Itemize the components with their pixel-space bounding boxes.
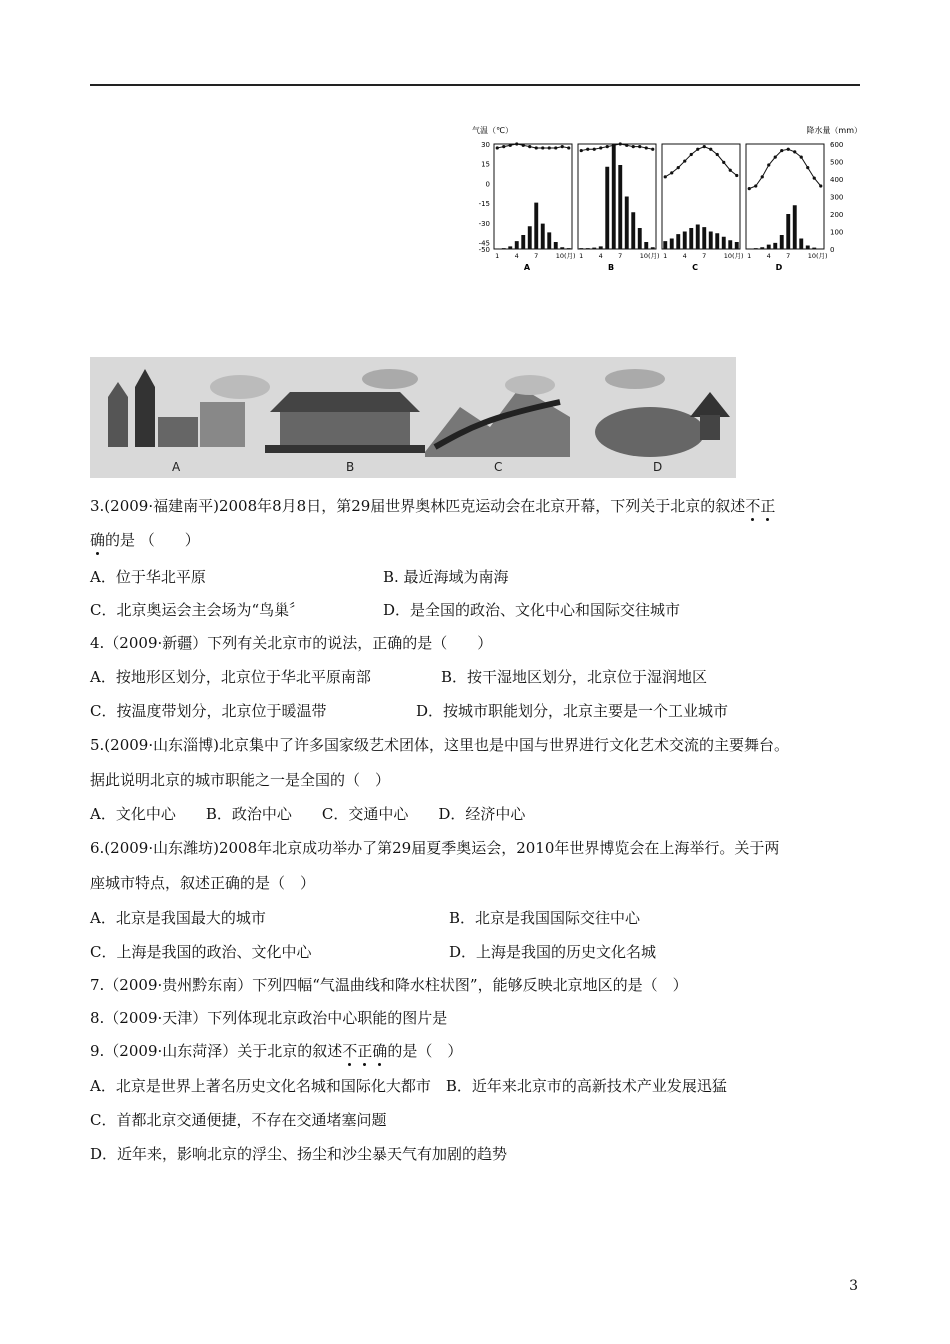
precip-bar xyxy=(508,246,512,249)
temp-point xyxy=(515,142,518,145)
temp-point xyxy=(541,146,544,149)
temp-point xyxy=(664,175,667,178)
precip-bar xyxy=(806,246,810,250)
y-left-tick: -45 xyxy=(478,239,490,248)
x-tick: 1 xyxy=(495,252,500,260)
temp-point xyxy=(625,144,628,147)
temp-point xyxy=(599,146,602,149)
temp-point xyxy=(748,187,751,190)
temp-point xyxy=(606,145,609,148)
precip-bar xyxy=(638,228,642,249)
precip-bar xyxy=(515,241,519,249)
temp-line xyxy=(497,144,569,148)
temp-point xyxy=(509,144,512,147)
precip-bar xyxy=(702,227,706,249)
y-right-tick: 300 xyxy=(830,193,844,202)
x-tick: 4 xyxy=(766,252,771,260)
temp-point xyxy=(793,150,796,153)
precip-bar xyxy=(612,144,616,249)
precip-bar xyxy=(502,248,506,249)
precip-bar xyxy=(728,240,732,249)
precip-bar xyxy=(722,237,726,249)
temp-point xyxy=(729,169,732,172)
precip-bar xyxy=(689,228,693,249)
q3-option-b: B. 最近海域为南海 xyxy=(383,568,509,586)
temp-point xyxy=(722,161,725,164)
y-right-tick: 0 xyxy=(830,246,835,254)
temp-point xyxy=(703,145,706,148)
temp-point xyxy=(502,145,505,148)
q4-stem: 4.（2009·新疆）下列有关北京市的说法，正确的是（ ） xyxy=(90,634,493,652)
temp-point xyxy=(632,145,635,148)
panel-label: D xyxy=(775,263,783,272)
precip-bar xyxy=(799,239,803,250)
temp-point xyxy=(780,149,783,152)
x-tick: 1 xyxy=(747,252,752,260)
climate-charts-figure xyxy=(472,122,862,274)
q5-options: A．文化中心 B．政治中心 C．交通中心 D．经济中心 xyxy=(90,805,526,823)
climate-panel-a xyxy=(494,142,576,272)
temp-point xyxy=(754,184,757,187)
precip-bar xyxy=(676,234,680,249)
precip-bar xyxy=(786,214,790,249)
x-tick: 7 xyxy=(534,252,539,260)
y-right-tick: 200 xyxy=(830,211,844,219)
precip-bar xyxy=(592,248,596,249)
q5-line1: 5.(2009·山东淄博)北京集中了许多国家级艺术团体，这里也是中国与世界进行文化艺术交流的主要舞台。 xyxy=(90,736,789,754)
y-left-tick: -30 xyxy=(478,219,490,228)
x-tick: 1 xyxy=(579,252,584,260)
panel-frame xyxy=(662,144,740,249)
climate-panel-b xyxy=(578,142,660,272)
x-tick: 7 xyxy=(618,252,623,260)
precip-bar xyxy=(715,233,719,249)
precip-bar xyxy=(625,197,629,250)
precip-bar xyxy=(780,235,784,249)
temp-point xyxy=(638,145,641,148)
y-left-tick: 30 xyxy=(481,141,490,149)
y-right-tick: 600 xyxy=(830,141,844,149)
precip-bar xyxy=(599,246,603,249)
precip-bar xyxy=(747,248,751,249)
temp-point xyxy=(548,146,551,149)
y-left-tick: 15 xyxy=(481,160,490,169)
header-rule xyxy=(90,84,860,86)
temp-point xyxy=(716,153,719,156)
precip-bar xyxy=(812,248,816,249)
q6-option-c: C．上海是我国的政治、文化中心 xyxy=(90,943,312,961)
precip-bar xyxy=(651,247,655,249)
q6-option-a: A．北京是我国最大的城市 xyxy=(90,909,266,927)
x-tick: 10(月) xyxy=(555,252,576,260)
q6-option-b: B．北京是我国国际交往中心 xyxy=(449,909,641,927)
climate-panel-c xyxy=(662,144,744,272)
temp-point xyxy=(586,148,589,151)
precip-bar xyxy=(767,245,771,249)
temp-point xyxy=(528,145,531,148)
temp-point xyxy=(735,174,738,177)
precip-bar xyxy=(560,247,564,249)
temp-point xyxy=(767,163,770,166)
climate-panels xyxy=(494,142,828,272)
precip-bar xyxy=(754,248,758,249)
temp-point xyxy=(645,146,648,149)
precip-bar xyxy=(683,232,687,250)
panel-label: B xyxy=(607,263,615,272)
y-left-label: 气温（℃） xyxy=(472,126,513,135)
precip-bar xyxy=(495,248,499,249)
q3-line1: 3.(2009·福建南平)2008年8月8日，第29届世界奥林匹克运动会在北京开幕，下列关于北京的叙述不正 xyxy=(90,497,776,515)
x-tick: 4 xyxy=(682,252,687,260)
temp-point xyxy=(761,175,764,178)
precip-bar xyxy=(554,242,558,249)
panel-label: C xyxy=(692,263,698,272)
precip-bar xyxy=(528,226,532,249)
precip-bar xyxy=(819,248,823,249)
x-tick: 10(月) xyxy=(807,252,828,260)
temp-line xyxy=(581,144,653,151)
temp-point xyxy=(619,142,622,145)
climate-panel-d xyxy=(746,144,828,272)
precip-bar xyxy=(696,225,700,250)
q3-option-a: A．位于华北平原 xyxy=(90,568,206,586)
q6-line1: 6.(2009·山东潍坊)2008年北京成功举办了第29届夏季奥运会，2010年世界博览会在上海举行。关于两 xyxy=(90,839,780,857)
temp-point xyxy=(690,153,693,156)
temp-point xyxy=(696,148,699,151)
temp-point xyxy=(651,148,654,151)
precip-bar xyxy=(670,239,674,250)
q4-option-b: B．按干湿地区划分，北京位于湿润地区 xyxy=(441,668,708,686)
q9-stem: 9.（2009·山东菏泽）关于北京的叙述不正确的是（ ） xyxy=(90,1042,463,1060)
precip-bar xyxy=(547,232,551,249)
temp-line xyxy=(665,147,737,177)
x-tick: 1 xyxy=(663,252,668,260)
temp-point xyxy=(554,146,557,149)
temp-point xyxy=(580,149,583,152)
y-left-tick: -50 xyxy=(478,246,490,254)
q4-option-d: D．按城市职能划分，北京主要是一个工业城市 xyxy=(416,702,729,720)
temp-point xyxy=(677,166,680,169)
precip-bar xyxy=(644,242,648,249)
x-tick: 10(月) xyxy=(723,252,744,260)
precip-bar xyxy=(793,205,797,249)
y-left-tick: -15 xyxy=(478,200,490,209)
temp-point xyxy=(496,146,499,149)
precip-bar xyxy=(567,248,571,249)
panel-label: A xyxy=(523,263,531,272)
temp-point xyxy=(561,145,564,148)
precip-bar xyxy=(541,224,545,249)
y-left-tick: 0 xyxy=(485,180,490,189)
precip-bar xyxy=(631,212,635,249)
precip-bar xyxy=(760,247,764,249)
precip-bar xyxy=(534,203,538,249)
temp-point xyxy=(522,144,525,147)
page-number: 3 xyxy=(849,1278,858,1294)
temp-point xyxy=(806,166,809,169)
panel-frame xyxy=(578,144,656,249)
x-tick: 7 xyxy=(702,252,707,260)
q9-option-c: C．首都北京交通便捷，不存在交通堵塞问题 xyxy=(90,1111,387,1129)
x-tick: 7 xyxy=(786,252,791,260)
temp-point xyxy=(787,148,790,151)
temp-point xyxy=(683,159,686,162)
scene-label-c: C xyxy=(494,460,503,474)
precip-bar xyxy=(735,242,739,249)
scene-label-d: D xyxy=(653,460,663,474)
q6-line2: 座城市特点，叙述正确的是（ ） xyxy=(90,874,316,892)
precip-bar xyxy=(709,232,713,250)
precip-bar xyxy=(579,248,583,249)
temp-point xyxy=(774,156,777,159)
y-right-tick: 400 xyxy=(830,176,844,184)
scene-label-a: A xyxy=(172,460,181,474)
q6-option-d: D．上海是我国的历史文化名城 xyxy=(449,943,657,961)
q4-option-c: C．按温度带划分，北京位于暖温带 xyxy=(90,702,327,720)
q9-option-d: D．近年来，影响北京的浮尘、扬尘和沙尘暴天气有加剧的趋势 xyxy=(90,1145,508,1163)
precip-bar xyxy=(521,235,525,249)
precip-bar xyxy=(618,165,622,249)
q3-line2: 确的是 （ ） xyxy=(90,531,200,549)
y-right-tick: 100 xyxy=(830,228,844,237)
x-tick: 4 xyxy=(598,252,603,260)
temp-point xyxy=(813,177,816,180)
temp-point xyxy=(567,146,570,149)
temp-line xyxy=(749,149,821,188)
y-right-tick: 500 xyxy=(830,158,844,167)
q7-stem: 7.（2009·贵州黔东南）下列四幅“气温曲线和降水柱状图”，能够反映北京地区的是（ ） xyxy=(90,976,688,994)
q3-option-c: C．北京奥运会主会场为“鸟巢〞 xyxy=(90,601,305,619)
temp-point xyxy=(670,171,673,174)
temp-point xyxy=(709,148,712,151)
q8-stem: 8.（2009·天津）下列体现北京政治中心职能的图片是 xyxy=(90,1009,448,1027)
precip-bar xyxy=(605,167,609,249)
y-right-label: 降水量（mm） xyxy=(806,126,862,135)
q9-option-ab: A．北京是世界上著名历史文化名城和国际化大都市 B．近年来北京市的高新技术产业发展迅猛 xyxy=(90,1077,727,1095)
panel-frame xyxy=(494,144,572,249)
precip-bar xyxy=(586,248,590,249)
temp-point xyxy=(612,144,615,147)
y-right-ticks xyxy=(830,141,843,254)
precip-bar xyxy=(773,243,777,249)
scene-label-b: B xyxy=(346,460,355,474)
temp-point xyxy=(593,148,596,151)
precip-bar xyxy=(663,241,667,249)
q3-option-d: D．是全国的政治、文化中心和国际交往城市 xyxy=(383,601,681,619)
q4-option-a: A．按地形区划分，北京位于华北平原南部 xyxy=(90,668,371,686)
x-tick: 4 xyxy=(514,252,519,260)
beijing-scenes-image xyxy=(90,357,736,478)
q5-line2: 据此说明北京的城市职能之一是全国的（ ） xyxy=(90,771,391,789)
x-tick: 10(月) xyxy=(639,252,660,260)
temp-point xyxy=(535,146,538,149)
temp-point xyxy=(800,156,803,159)
y-left-ticks xyxy=(479,141,490,254)
panel-frame xyxy=(746,144,824,249)
temp-point xyxy=(819,184,822,187)
